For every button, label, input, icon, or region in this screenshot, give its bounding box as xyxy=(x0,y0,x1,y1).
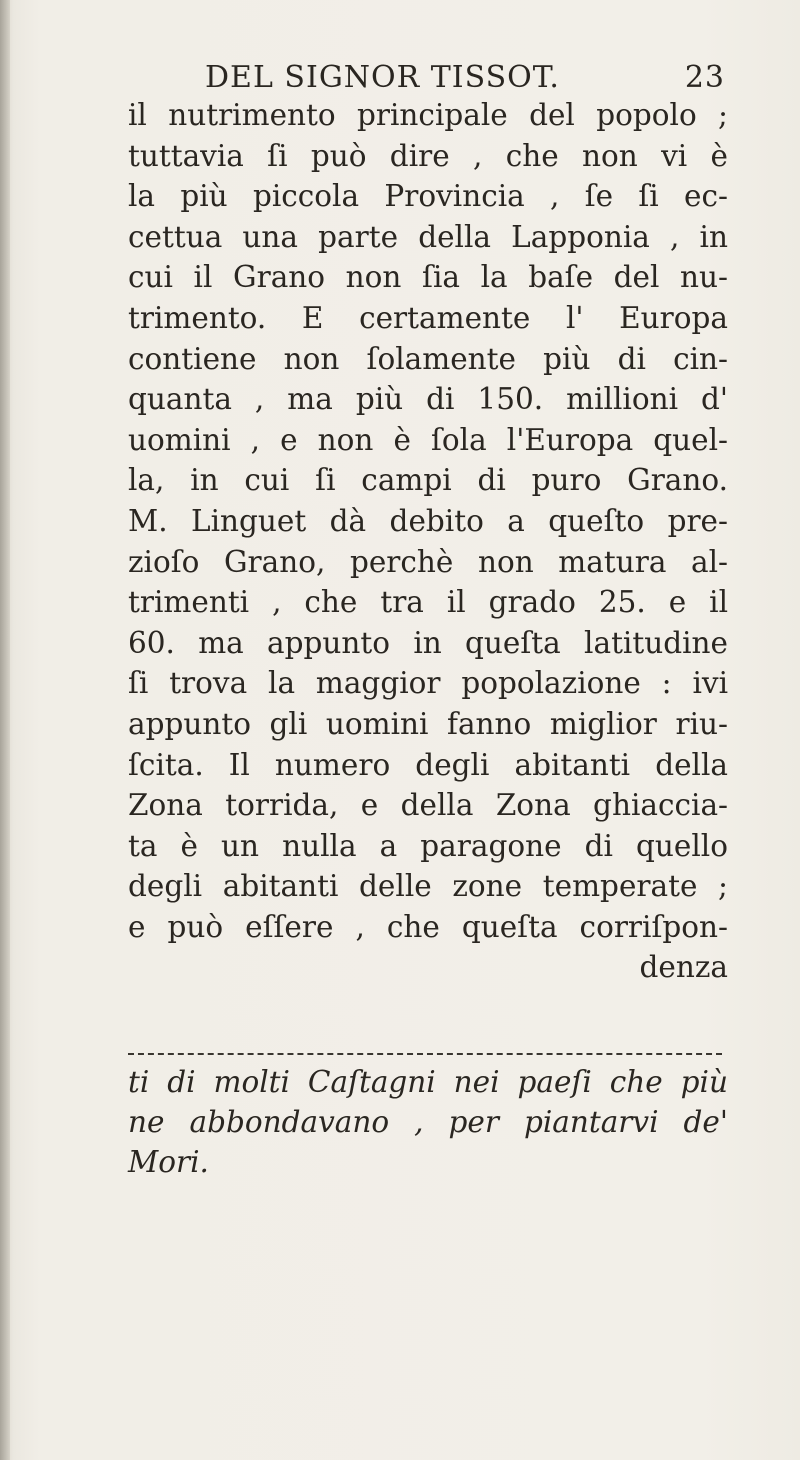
text-line: trimenti , che tra il grado 25. e il xyxy=(128,585,728,620)
text-line: cettua una parte della Lapponia , in xyxy=(128,219,728,254)
text-line: ſi trova la maggior popolazione : ivi xyxy=(128,666,728,701)
text-line: la, in cui ſi campi di puro Grano. xyxy=(128,463,728,498)
catchword: denza xyxy=(639,950,728,985)
text-line: degli abitanti delle zone temperate ; xyxy=(128,869,728,904)
body-text xyxy=(128,95,728,988)
text-line: e può eſſere , che queſta corriſpon- xyxy=(128,909,728,944)
text-line: quanta , ma più di 150. millioni d' xyxy=(128,382,728,417)
page-number: 23 xyxy=(684,60,725,95)
text-line: zioſo Grano, perchè non matura al- xyxy=(128,544,728,579)
text-line: 60. ma appunto in queſta latitudine xyxy=(128,625,728,660)
text-line: appunto gli uomini fanno miglior riu- xyxy=(128,706,728,741)
footnote-rule xyxy=(128,1053,722,1055)
text-line: ta è un nulla a paragone di quello xyxy=(128,828,728,863)
text-line: uomini , e non è ſola l'Europa quel- xyxy=(128,422,728,457)
running-head-title: DEL SIGNOR TISSOT. xyxy=(205,60,560,95)
text-line: ſcita. Il numero degli abitanti della xyxy=(128,747,728,782)
footnote xyxy=(128,1062,728,1182)
text-line: contiene non ſolamente più di cin- xyxy=(128,341,728,376)
text-line: la più piccola Provincia , ſe ſi ec- xyxy=(128,179,728,214)
footnote-line: ne abbondavano , per piantarvi de' xyxy=(128,1105,728,1139)
text-line: trimento. E certamente l' Europa xyxy=(128,300,728,335)
footnote-line: Mori. xyxy=(128,1145,209,1179)
page-spine-shadow xyxy=(0,0,10,1460)
text-line: tuttavia ſi può dire , che non vi è xyxy=(128,138,728,173)
text-line: il nutrimento principale del popolo ; xyxy=(128,98,728,132)
footnote-line: ti di molti Caſtagni nei paeſi che più xyxy=(128,1065,728,1099)
text-line: Zona torrida, e della Zona ghiaccia- xyxy=(128,788,728,823)
running-head xyxy=(205,60,725,100)
text-line: M. Linguet dà debito a queſto pre- xyxy=(128,503,728,538)
text-line: cui il Grano non ſia la baſe del nu- xyxy=(128,260,728,295)
